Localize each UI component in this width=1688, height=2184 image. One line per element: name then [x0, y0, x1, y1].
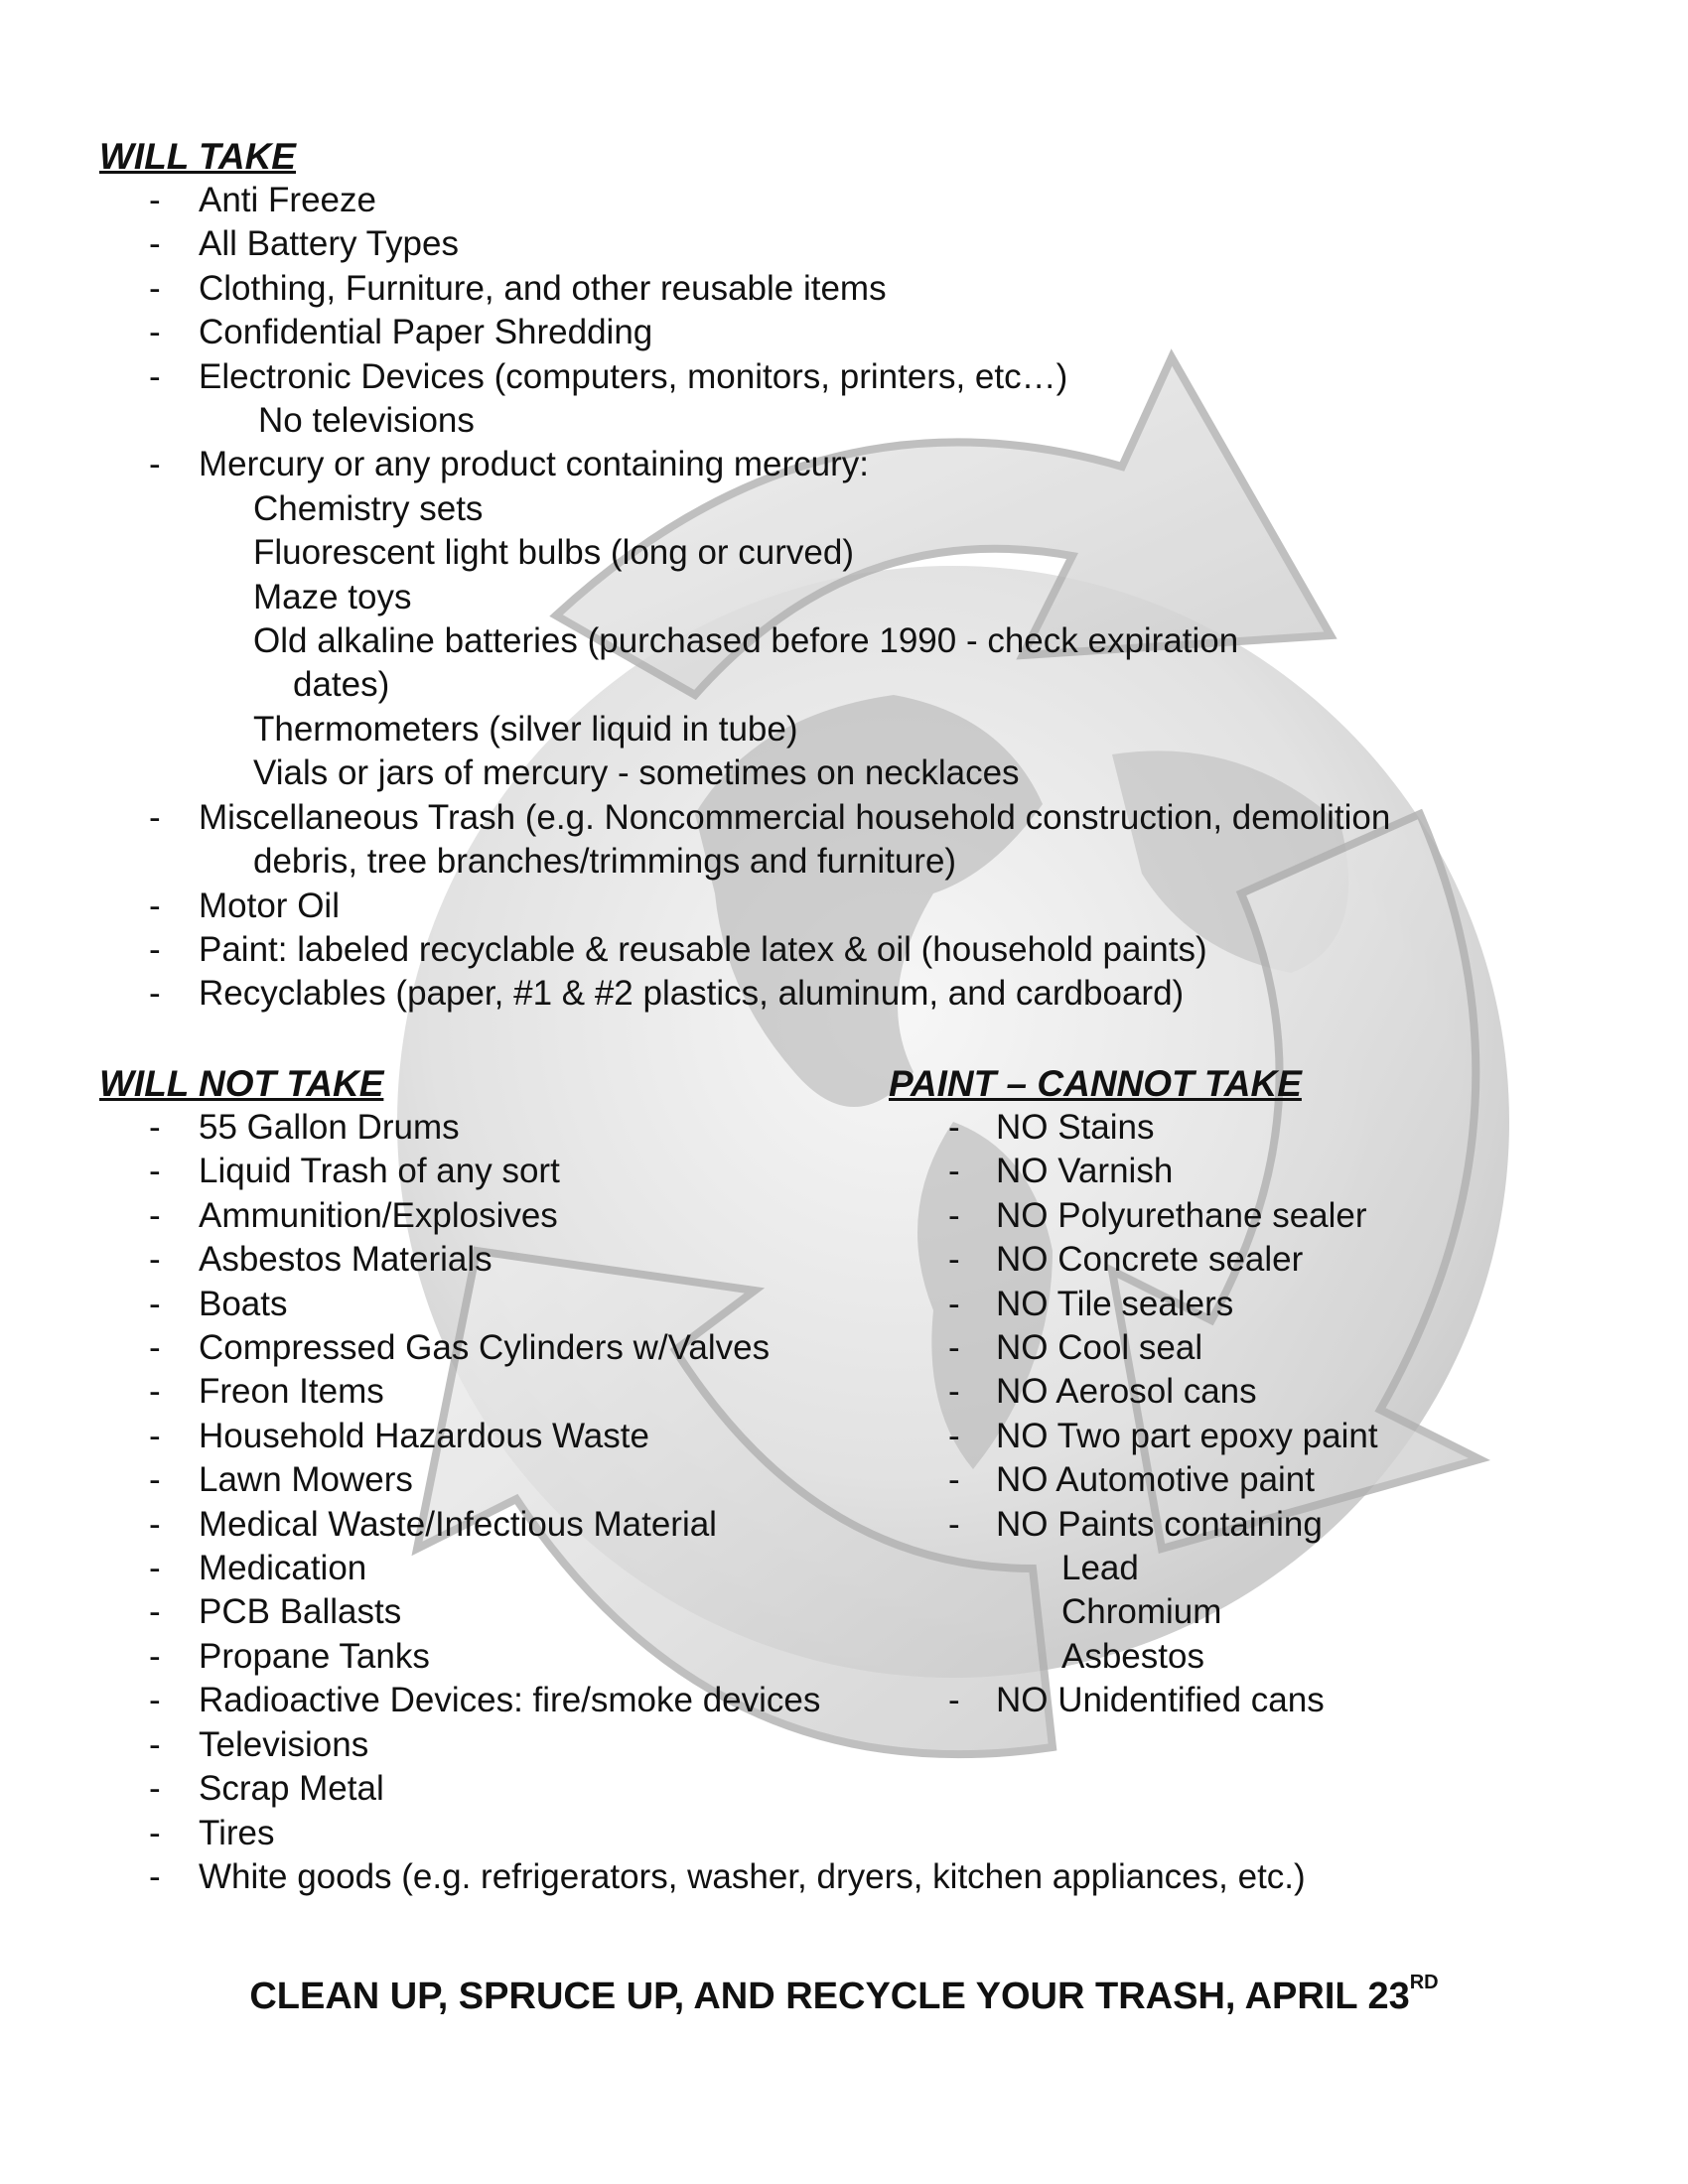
list-item [948, 1194, 1378, 1238]
list-item [948, 1326, 1378, 1370]
list-item [149, 1723, 1306, 1767]
list-item-text: NO Varnish [996, 1152, 1174, 1191]
bullet-dash: - [948, 1460, 960, 1500]
list-item-text: Compressed Gas Cylinders w/Valves [199, 1328, 771, 1368]
bullet-dash: - [948, 1372, 960, 1412]
sub-item: Thermometers (silver liquid in tube) [253, 709, 798, 749]
list-item-text: Freon Items [199, 1372, 384, 1412]
bullet-dash: - [149, 1504, 161, 1544]
bullet-dash: - [149, 1284, 161, 1323]
list-item [149, 928, 1390, 972]
footer-banner [0, 1972, 1688, 2018]
list-item-text: Mercury or any product containing mercury: [199, 445, 869, 484]
sub-item: Chromium [1061, 1592, 1222, 1632]
list-item-text: NO Automotive paint [996, 1460, 1315, 1500]
bullet-dash: - [149, 929, 161, 969]
list-item-text: Anti Freeze [199, 181, 376, 219]
bullet-dash: - [149, 181, 161, 219]
list-item-text: Ammunition/Explosives [199, 1195, 558, 1235]
list-item-text: NO Polyurethane sealer [996, 1195, 1367, 1235]
bullet-dash: - [149, 1108, 161, 1147]
bullet-dash: - [149, 1416, 161, 1455]
list-item [149, 222, 1390, 266]
list-item-text: NO Tile sealers [996, 1284, 1234, 1323]
list-item [149, 1812, 1306, 1855]
will-take-list [149, 179, 1390, 1017]
sub-item: Maze toys [253, 577, 412, 616]
bullet-dash: - [149, 356, 161, 396]
will-take-heading: WILL TAKE [99, 136, 296, 177]
list-item-text: Miscellaneous Trash (e.g. Noncommercial household construction, demolition [199, 797, 1391, 837]
list-item [149, 885, 1390, 928]
sub-item: Old alkaline batteries (purchased before 1990 - check expiration [253, 621, 1239, 661]
footer-suffix: RD [1409, 1972, 1439, 1993]
list-item-text: Paint: labeled recyclable & reusable latex & oil (household paints) [199, 929, 1207, 969]
list-item [149, 972, 1390, 1016]
bullet-dash: - [149, 974, 161, 1014]
will-not-take-heading: WILL NOT TAKE [99, 1063, 384, 1104]
bullet-dash: - [149, 1813, 161, 1852]
list-item-text: Medical Waste/Infectious Material [199, 1504, 717, 1544]
list-item-text: NO Unidentified cans [996, 1681, 1325, 1720]
list-item [149, 311, 1390, 354]
list-item-text: NO Two part epoxy paint [996, 1416, 1378, 1455]
list-item-text: All Battery Types [199, 224, 459, 264]
list-item [948, 1106, 1378, 1150]
list-item [948, 1238, 1378, 1282]
list-item-text: Televisions [199, 1724, 369, 1764]
bullet-dash: - [948, 1195, 960, 1235]
sub-item: No televisions [258, 401, 475, 441]
list-item-text: Tires [199, 1813, 275, 1852]
bullet-dash: - [149, 268, 161, 308]
list-item-text: Asbestos Materials [199, 1240, 492, 1280]
list-item [149, 796, 1390, 885]
footer-text: CLEAN UP, SPRUCE UP, AND RECYCLE YOUR TRASH, APRIL 23 [249, 1976, 1410, 2017]
bullet-dash: - [149, 1681, 161, 1720]
bullet-dash: - [149, 445, 161, 484]
bullet-dash: - [149, 1856, 161, 1896]
sub-item: Vials or jars of mercury - sometimes on necklaces [253, 753, 1020, 793]
list-item [149, 267, 1390, 311]
bullet-dash: - [948, 1681, 960, 1720]
list-item-text: Propane Tanks [199, 1636, 430, 1676]
bullet-dash: - [149, 1769, 161, 1809]
bullet-dash: - [149, 224, 161, 264]
list-item-text: PCB Ballasts [199, 1592, 402, 1632]
list-item [948, 1283, 1378, 1326]
bullet-dash: - [149, 1152, 161, 1191]
list-item-text: Scrap Metal [199, 1769, 384, 1809]
list-item-text: NO Cool seal [996, 1328, 1203, 1368]
bullet-dash: - [948, 1108, 960, 1147]
paint-cannot-take-list [948, 1106, 1378, 1723]
list-item-text: Liquid Trash of any sort [199, 1152, 560, 1191]
bullet-dash: - [149, 1592, 161, 1632]
bullet-dash: - [149, 1460, 161, 1500]
list-item [948, 1150, 1378, 1193]
list-item [149, 1855, 1306, 1899]
list-item-text: Medication [199, 1549, 367, 1588]
bullet-dash: - [948, 1284, 960, 1323]
list-item-text: Radioactive Devices: fire/smoke devices [199, 1681, 821, 1720]
list-item [149, 443, 1390, 795]
list-item [948, 1503, 1378, 1680]
list-item-text: Motor Oil [199, 886, 340, 925]
bullet-dash: - [948, 1240, 960, 1280]
bullet-dash: - [149, 797, 161, 837]
list-item [948, 1415, 1378, 1458]
list-item-text: Confidential Paper Shredding [199, 313, 653, 352]
list-item-text: NO Stains [996, 1108, 1155, 1147]
list-item-text: Electronic Devices (computers, monitors, printers, etc…) [199, 356, 1068, 396]
list-item-text: Clothing, Furniture, and other reusable items [199, 268, 887, 308]
bullet-dash: - [149, 313, 161, 352]
list-item-text: NO Aerosol cans [996, 1372, 1257, 1412]
bullet-dash: - [948, 1416, 960, 1455]
bullet-dash: - [149, 1372, 161, 1412]
list-item-text: Recyclables (paper, #1 & #2 plastics, aluminum, and cardboard) [199, 974, 1185, 1014]
list-item-text: Household Hazardous Waste [199, 1416, 649, 1455]
bullet-dash: - [948, 1504, 960, 1544]
bullet-dash: - [149, 1549, 161, 1588]
sub-item: Asbestos [1061, 1636, 1204, 1676]
list-item-text: White goods (e.g. refrigerators, washer, dryers, kitchen appliances, etc.) [199, 1856, 1306, 1896]
list-item [149, 1767, 1306, 1811]
bullet-dash: - [948, 1328, 960, 1368]
sub-item: dates) [293, 665, 390, 705]
sub-item: Fluorescent light bulbs (long or curved) [253, 533, 855, 573]
list-item-text: Boats [199, 1284, 288, 1323]
list-item-text: 55 Gallon Drums [199, 1108, 460, 1147]
sub-item: Lead [1061, 1549, 1139, 1588]
sub-item: Chemistry sets [253, 488, 484, 528]
sub-item: debris, tree branches/trimmings and furniture) [253, 842, 957, 882]
list-item [948, 1370, 1378, 1414]
bullet-dash: - [149, 1328, 161, 1368]
paint-cannot-take-heading: PAINT – CANNOT TAKE [889, 1063, 1302, 1104]
list-item-text: Lawn Mowers [199, 1460, 413, 1500]
list-item [149, 355, 1390, 444]
bullet-dash: - [149, 1240, 161, 1280]
list-item-text: NO Paints containing [996, 1504, 1323, 1544]
bullet-dash: - [149, 1636, 161, 1676]
bullet-dash: - [149, 1195, 161, 1235]
list-item [149, 179, 1390, 222]
bullet-dash: - [948, 1152, 960, 1191]
bullet-dash: - [149, 1724, 161, 1764]
list-item [948, 1458, 1378, 1502]
list-item [948, 1679, 1378, 1722]
list-item-text: NO Concrete sealer [996, 1240, 1304, 1280]
bullet-dash: - [149, 886, 161, 925]
